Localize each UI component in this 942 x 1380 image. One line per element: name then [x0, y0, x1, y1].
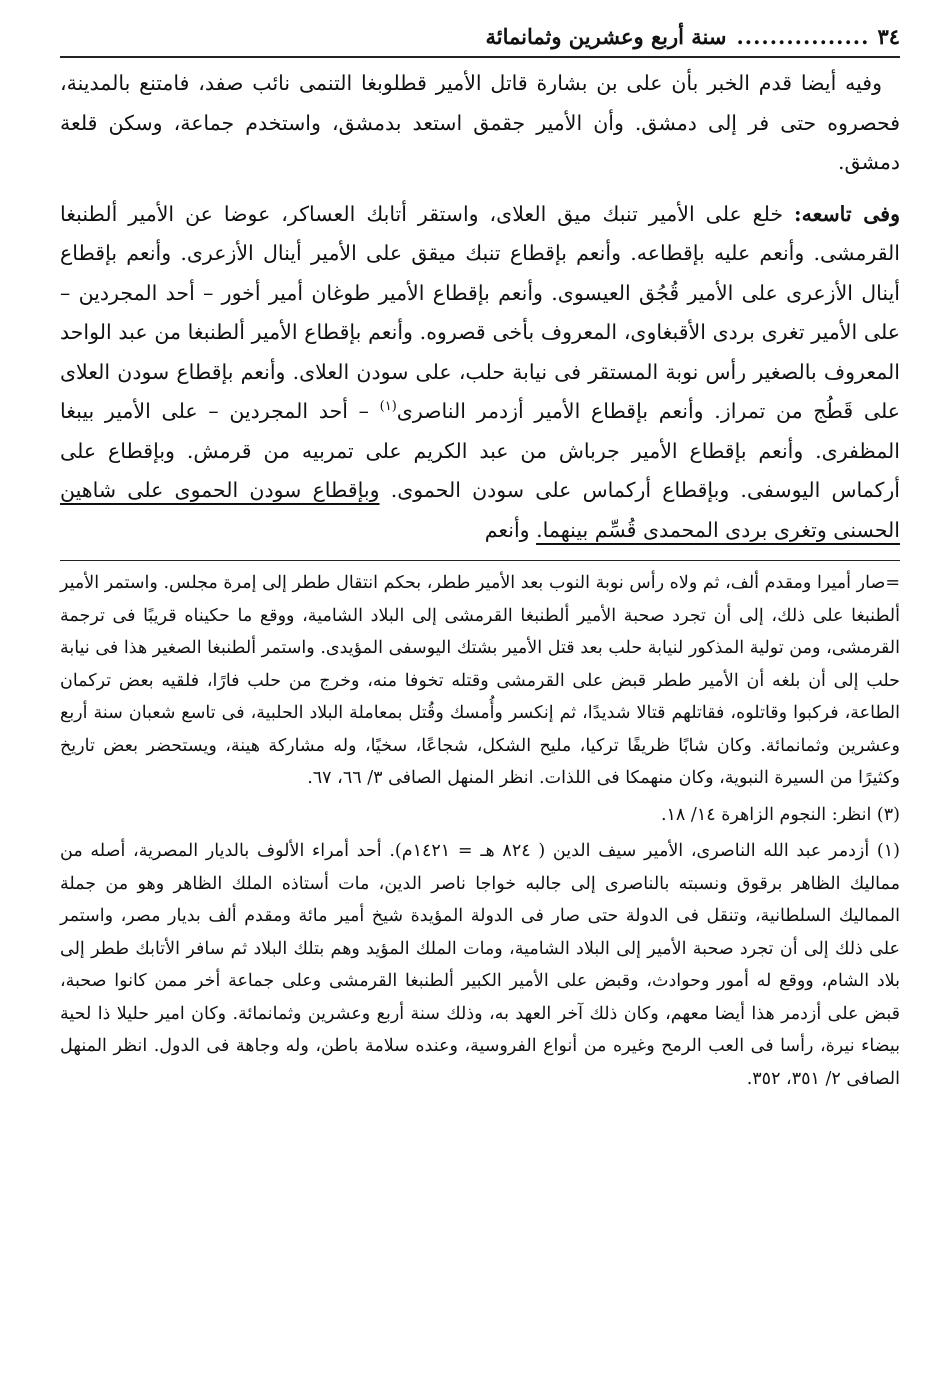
paragraph-text-b: – أحد المجردين – على الأمير بيبغا المظفرى. وأنعم بإقطاع الأمير جرباش من عبد الكريم على تمربيه من قرمش. وبإقطاع على أركماس اليوسفى. وبإقطاع أركماس على سودن الحموى.: [60, 399, 900, 502]
footnote-3: (٣) انظر: النجوم الزاهرة ١٤/ ١٨.: [660, 804, 900, 825]
paragraph-tail: وأنعم: [484, 517, 530, 542]
footnote-continuation: =صار أميرا ومقدم ألف، ثم ولاه رأس نوبة النوب بعد الأمير ططر، بحكم انتقال ططر إلى إمرة مجلس. واستمر الأمير ألطنبغا على ذلك، إلى أن تجرد صحبة الأمير ألطنبغا القرمشى إلى البلاد الشامية، ووقع ما حكيناه قريبًا فى ترجمة القرمشى، ومن تولية المذكور لنيابة حلب بعد قتل الأمير بشتك اليوسفى المؤيدى. واستمر ألطنبغا الصغير هذا فى نيابة حلب إلى أن بلغه أن الأمير ططر قبض على القرمشى وقتله تخوفا منه، وخرج من حلب فارًا، فلقيه بعض تركمان الطاعة، فركبوا وقاتلوه، فقاتلهم قتالا شديدًا، ثم إنكسر وأُمسك وقُتل بمعاملة البلاد الحلبية، فى تاسع شعبان سنة أربع وعشرين وثمانمائة. وكان شابًا ظريفًا تركيا، مليح الشكل، شجاعًا، سخيًا، وله مشاركة هينة، ويستحضر بعض تاريخ وكثيرًا من السيرة النبوية، وكان منهمكا فى اللذات. انظر المنهل الصافى ٣/ ٦٦، ٦٧.: [60, 573, 900, 788]
paragraph-ninth-day: [60, 195, 900, 551]
running-title: سنة أربع وعشرين وثمانمائة: [485, 24, 727, 49]
underlined-sentence: وبإقطاع سودن الحموى على شاهين الحسنى وتغرى بردى المحمدى قُسِّم بينهما.: [60, 478, 900, 542]
running-header: [60, 22, 900, 58]
main-text: [60, 64, 900, 550]
paragraph-lead: وفى تاسعه:: [794, 201, 900, 226]
footnote-reference: (١): [379, 399, 397, 415]
page-number: ٣٤: [877, 24, 900, 49]
footnotes-section: [60, 560, 900, 1095]
footnote-1: (١) أزدمر عبد الله الناصرى، الأمير سيف الدين ( ٨٢٤ هـ = ١٤٢١م). أحد أمراء الألوف بالديار المصرية، أصله من مماليك الظاهر برقوق ونسبته بالناصرى إلى جالبه خواجا ناصر الدين، مات أستاذه الملك الظاهر وهو من جملة المماليك السلطانية، وتنقل فى الدولة حتى صار فى الدولة المؤيدة شيخ أمير مائة ومقدم ألف بديار مصر، واستمر على ذلك إلى أن تجرد صحبة الأمير إلى البلاد الشامية، ومات الملك المؤيد وهم بتلك البلاد ثم سافر الأتابك ططر إلى بلاد الشام، ووقع له أمور وحوادث، وقبض على الأمير الكبير ألطنبغا القرمشى وعلى جماعة أخر ممن كانوا صحبة، قبض على أزدمر هذا أيضا معهم، وكان ذلك آخر العهد به، وذلك سنة أربع وعشرين وثمانمائة. وكان امير حليلا ذا لحية بيضاء نيرة، رأسا فى العب الرمح وغيره من أنواع الفروسية، وعنده سلامة باطن، وله وجاهة فى الدول. انظر المنهل الصافى ٢/ ٣٥١، ٣٥٢.: [60, 841, 900, 1089]
paragraph-text-a: خلع على الأمير تنبك ميق العلاى، واستقر أتابك العساكر، عوضا عن الأمير ألطنبغا القرمشى. وأنعم عليه بإقطاعه. وأنعم بإقطاع تنبك ميقق على الأمير أينال الأزعرى. وأنعم بإقطاع أينال الأزعرى على الأمير قُجُق العيسوى. وأنعم بإقطاع الأمير طوغان أمير أخور – أحد المجردين – على الأمير تغرى بردى الأقبغاوى، المعروف بأخى قصروه. وأنعم بإقطاع الأمير ألطنبغا من عبد الواحد المعروف بالصغير رأس نوبة المستقر فى نيابة حلب، على سودن العلاى. وأنعم بإقطاع سودن العلاى على قَطُج من تمراز. وأنعم بإقطاع الأمير أزدمر الناصرى: [60, 201, 900, 423]
book-page: [60, 22, 900, 1352]
header-leader-dots: ................: [736, 24, 870, 49]
paragraph-news: وفيه أيضا قدم الخبر بأن على بن بشارة قاتل الأمير قطلوبغا التنمى نائب صفد، فامتنع بالمدينة، فحصروه حتى فر إلى دمشق. وأن الأمير جقمق استعد بدمشق، واستخدم جماعة، وسكن قلعة دمشق.: [60, 71, 900, 174]
